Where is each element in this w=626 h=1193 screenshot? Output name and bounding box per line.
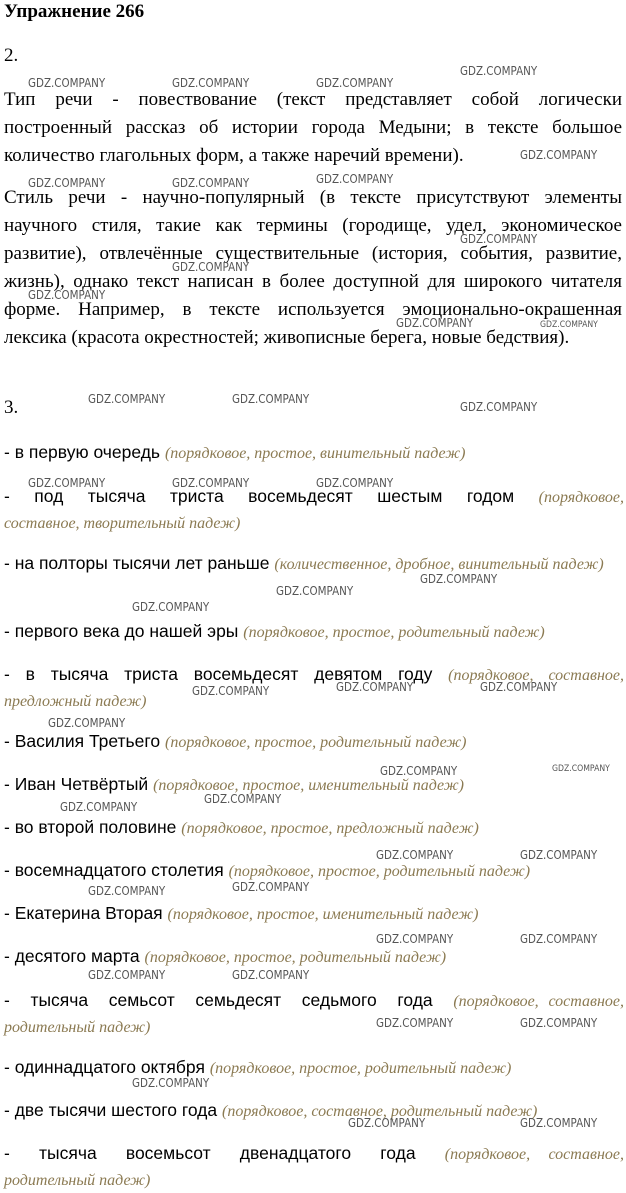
watermark: GDZ.COMPANY [132,600,210,614]
watermark: GDZ.COMPANY [460,64,538,78]
watermark: GDZ.COMPANY [336,680,414,694]
numeral-phrase: - под тысяча триста восемьдесят шестым годом [4,486,515,506]
watermark: GDZ.COMPANY [316,76,394,90]
watermark: GDZ.COMPANY [232,880,310,894]
watermark: GDZ.COMPANY [232,392,310,406]
watermark: GDZ.COMPANY [376,932,454,946]
watermark: GDZ.COMPANY [28,288,106,302]
watermark: GDZ.COMPANY [520,1116,598,1130]
watermark: GDZ.COMPANY [204,792,282,806]
watermark: GDZ.COMPANY [348,1116,426,1130]
watermark: GDZ.COMPANY [48,716,126,730]
numeral-item [4,1098,624,1124]
watermark: GDZ.COMPANY [460,232,538,246]
watermark: GDZ.COMPANY [520,148,598,162]
numeral-note: (порядковое, простое, родительный падеж) [144,949,447,966]
watermark: GDZ.COMPANY [132,1076,210,1090]
numeral-note: (порядковое, простое, родительный падеж) [209,1060,512,1077]
numeral-note: (порядковое, составное, предложный падеж) [4,667,624,710]
numeral-phrase: - во второй половине [4,817,177,837]
page-title: Упражнение 266 [4,1,145,22]
section-3-number: 3. [4,397,19,418]
numeral-phrase: - одиннадцатого октября [4,1057,205,1077]
numeral-note: (порядковое, простое, именительный падеж) [167,906,479,923]
numeral-note: (порядковое, простое, родительный падеж) [228,863,531,880]
watermark: GDZ.COMPANY [172,76,250,90]
watermark: GDZ.COMPANY [316,476,394,490]
numeral-item [4,551,624,577]
numeral-item [4,484,624,536]
watermark: GDZ.COMPANY [28,476,106,490]
watermark: GDZ.COMPANY [540,320,598,330]
numeral-note: (количественное, дробное, винительный падеж) [274,556,604,573]
numeral-phrase: - в первую очередь [4,442,161,462]
watermark: GDZ.COMPANY [172,260,250,274]
watermark: GDZ.COMPANY [60,800,138,814]
numeral-item [4,858,624,884]
watermark: GDZ.COMPANY [520,932,598,946]
numeral-note: (порядковое, простое, предложный падеж) [181,820,479,837]
watermark: GDZ.COMPANY [520,848,598,862]
numeral-note: (порядковое, простое, винительный падеж) [164,445,466,462]
numeral-item [4,619,624,645]
watermark: GDZ.COMPANY [520,1016,598,1030]
numeral-note: (порядковое, составное, творительный падеж) [4,489,624,532]
watermark: GDZ.COMPANY [276,584,354,598]
numeral-note: (порядковое, простое, родительный падеж) [243,624,545,641]
watermark: GDZ.COMPANY [376,1016,454,1030]
watermark: GDZ.COMPANY [460,400,538,414]
watermark: GDZ.COMPANY [380,764,458,778]
watermark: GDZ.COMPANY [172,176,250,190]
numeral-note: (порядковое, составное, родительный падеж) [4,993,624,1036]
numeral-item [4,440,624,466]
numeral-phrase: - в тысяча триста восемьдесят девятом году [4,664,433,684]
numeral-phrase: - тысяча восемьсот двенадцатого года [4,1143,416,1163]
watermark: GDZ.COMPANY [376,848,454,862]
numeral-note: (порядковое, простое, родительный падеж) [165,734,467,751]
watermark: GDZ.COMPANY [28,76,106,90]
watermark: GDZ.COMPANY [396,316,474,330]
watermark: GDZ.COMPANY [88,884,166,898]
numeral-note: (порядковое, составное, родительный падеж) [222,1103,538,1120]
watermark: GDZ.COMPANY [232,968,310,982]
numeral-phrase: - тысяча семьсот семьдесят седьмого года [4,990,433,1010]
numeral-phrase: - Екатерина Вторая [4,903,163,923]
numeral-item [4,901,624,927]
numeral-item [4,662,624,714]
watermark: GDZ.COMPANY [552,764,610,774]
numeral-phrase: - Василия Третьего [4,731,161,751]
watermark: GDZ.COMPANY [88,968,166,982]
numeral-note: (порядковое, составное, родительный падеж) [4,1146,624,1189]
numeral-item [4,1055,624,1081]
watermark: GDZ.COMPANY [88,392,166,406]
numeral-item [4,944,624,970]
numeral-phrase: - две тысячи шестого года [4,1100,218,1120]
numeral-item [4,815,624,841]
numeral-item [4,1141,624,1193]
numeral-phrase: - на полторы тысячи лет раньше [4,553,270,573]
speech-type-paragraph: Тип речи - повествование (текст представляет собой логически построенный рассказ об истории города Медыни; в тексте большое количество глагольных форм, а также наречий времени). [4,89,622,166]
numeral-phrase: - восемнадцатого столетия [4,860,224,880]
speech-style-paragraph: Стиль речи - научно-популярный (в тексте присутствуют элементы научного стиля, такие как термины (городище, удел, экономическое развитие), отвлечённые существительные (история, события, развитие, жизнь), однако текст написан в более доступной для широкого читателя форме. Например, в тексте используется эмоционально-окрашенная лексика (красота окрестностей; живописные берега, новые бедствия). [4,187,622,348]
watermark: GDZ.COMPANY [420,572,498,586]
watermark: GDZ.COMPANY [28,176,106,190]
section-2-number: 2. [4,45,19,66]
numeral-item [4,729,624,755]
numeral-note: (порядковое, простое, именительный падеж) [153,777,464,794]
numeral-phrase: - Иван Четвёртый [4,774,149,794]
numeral-phrase: - десятого марта [4,946,140,966]
watermark: GDZ.COMPANY [192,684,270,698]
numeral-item [4,772,624,798]
numeral-item [4,988,624,1040]
numeral-phrase: - первого века до нашей эры [4,621,239,641]
watermark: GDZ.COMPANY [316,172,394,186]
watermark: GDZ.COMPANY [480,680,558,694]
watermark: GDZ.COMPANY [172,476,250,490]
